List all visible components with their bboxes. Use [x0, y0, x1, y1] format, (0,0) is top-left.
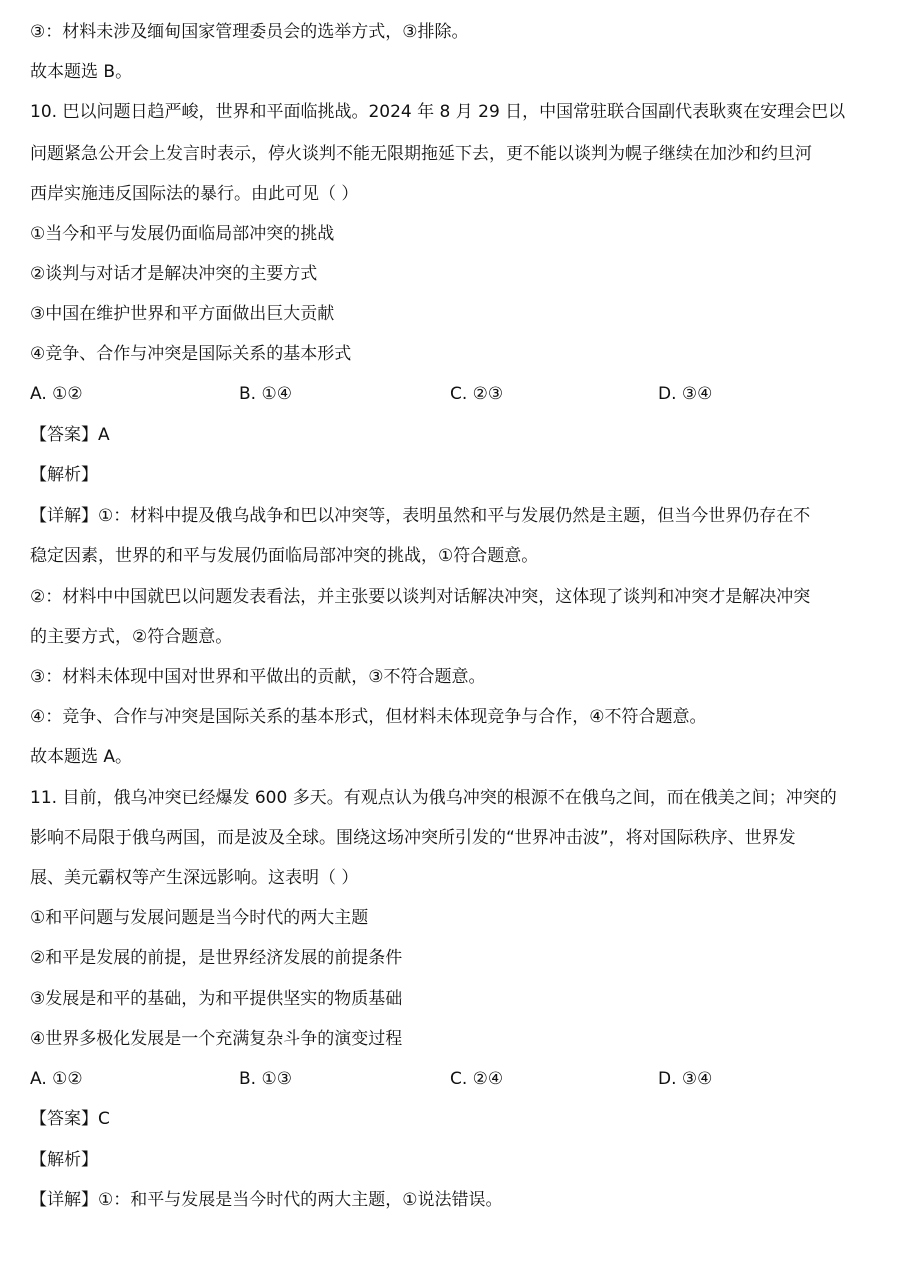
q10-statement-2: ②谈判与对话才是解决冲突的主要方式 — [30, 264, 318, 284]
q10-option-b: B. ①④ — [239, 384, 292, 404]
q10-statement-4: ④竞争、合作与冲突是国际关系的基本形式 — [30, 344, 352, 364]
q10-detail-line-1: 【详解】①：材料中提及俄乌战争和巴以冲突等，表明虽然和平与发展仍然是主题，但当今世界仍存在不 — [30, 506, 811, 526]
q10-statement-3: ③中国在维护世界和平方面做出巨大贡献 — [30, 304, 335, 324]
q10-option-d: D. ③④ — [658, 384, 713, 404]
q11-option-c: C. ②④ — [450, 1069, 504, 1089]
q11-option-d: D. ③④ — [658, 1069, 713, 1089]
q11-stem-line-2: 影响不局限于俄乌两国，而是波及全球。围绕这场冲突所引发的“世界冲击波”，将对国际秩序、世界发 — [30, 828, 796, 848]
q11-statement-4: ④世界多极化发展是一个充满复杂斗争的演变过程 — [30, 1029, 403, 1049]
q11-detail-line-1: 【详解】①：和平与发展是当今时代的两大主题，①说法错误。 — [30, 1190, 503, 1210]
q10-options — [30, 382, 790, 406]
q11-stem-line-1: 11. 目前，俄乌冲突已经爆发 600 多天。有观点认为俄乌冲突的根源不在俄乌之间，而在俄美之间；冲突的 — [30, 788, 837, 808]
q10-analysis-heading: 【解析】 — [30, 465, 98, 485]
q10-stem-line-1: 10. 巴以问题日趋严峻，世界和平面临挑战。2024 年 8 月 29 日，中国常驻联合国副代表耿爽在安理会巴以 — [30, 102, 846, 122]
q10-option-c: C. ②③ — [450, 384, 504, 404]
q11-answer: 【答案】C — [30, 1109, 110, 1129]
q11-statement-2: ②和平是发展的前提，是世界经济发展的前提条件 — [30, 948, 403, 968]
q9-conclusion: 故本题选 B。 — [30, 62, 133, 82]
q10-statement-1: ①当今和平与发展仍面临局部冲突的挑战 — [30, 224, 335, 244]
q10-detail-line-5: ③：材料未体现中国对世界和平做出的贡献，③不符合题意。 — [30, 667, 486, 687]
q10-conclusion: 故本题选 A。 — [30, 747, 133, 767]
q11-option-b: B. ①③ — [239, 1069, 292, 1089]
q11-analysis-heading: 【解析】 — [30, 1150, 98, 1170]
q10-stem-line-2: 问题紧急公开会上发言时表示，停火谈判不能无限期拖延下去，更不能以谈判为幌子继续在加沙和约旦河 — [30, 144, 812, 164]
q11-option-a: A. ①② — [30, 1069, 83, 1089]
q11-stem-line-3: 展、美元霸权等产生深远影响。这表明（ ） — [30, 868, 359, 888]
q11-options — [30, 1067, 790, 1091]
q9-analysis-item-3: ③：材料未涉及缅甸国家管理委员会的选举方式，③排除。 — [30, 22, 469, 42]
q10-detail-line-2: 稳定因素，世界的和平与发展仍面临局部冲突的挑战，①符合题意。 — [30, 546, 539, 566]
q11-statement-3: ③发展是和平的基础，为和平提供坚实的物质基础 — [30, 989, 403, 1009]
q10-detail-line-6: ④：竞争、合作与冲突是国际关系的基本形式，但材料未体现竞争与合作，④不符合题意。 — [30, 707, 707, 727]
q10-detail-line-3: ②：材料中中国就巴以问题发表看法，并主张要以谈判对话解决冲突，这体现了谈判和冲突才是解决冲突 — [30, 587, 811, 607]
q10-option-a: A. ①② — [30, 384, 83, 404]
q11-statement-1: ①和平问题与发展问题是当今时代的两大主题 — [30, 908, 369, 928]
q10-detail-line-4: 的主要方式，②符合题意。 — [30, 627, 233, 647]
q10-stem-line-3: 西岸实施违反国际法的暴行。由此可见（ ） — [30, 184, 359, 204]
q10-answer: 【答案】A — [30, 425, 110, 445]
